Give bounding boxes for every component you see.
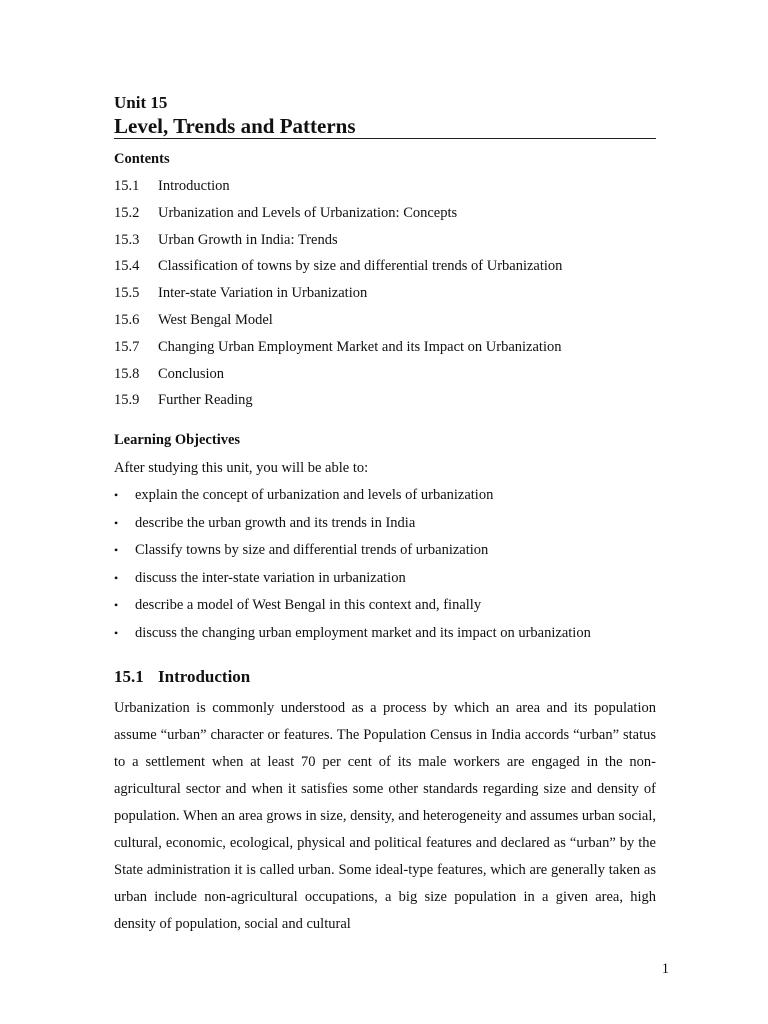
toc-item: [114, 311, 562, 338]
toc-item-number: 15.5: [114, 285, 140, 302]
contents-heading: Contents: [114, 151, 170, 167]
learning-objectives-heading: Learning Objectives: [114, 432, 241, 448]
unit-title: Level, Trends and Patterns: [114, 114, 356, 138]
section-heading: [114, 666, 250, 688]
objective-text: discuss the changing urban employment market and its impact on urbanization: [135, 624, 591, 641]
objective-text: Classify towns by size and differential trends of urbanization: [135, 542, 489, 559]
toc-item: [114, 391, 562, 418]
toc-item: [114, 284, 562, 311]
bullet-icon: •: [114, 625, 119, 640]
objective-item: [114, 486, 591, 514]
bullet-icon: •: [114, 515, 119, 530]
objective-item: [114, 541, 591, 569]
section-number: 15.1: [114, 667, 144, 686]
toc-item-number: 15.2: [114, 204, 140, 221]
toc-item: [114, 177, 562, 204]
toc-item-label: West Bengal Model: [158, 311, 273, 328]
objective-text: discuss the inter-state variation in urbanization: [135, 569, 406, 586]
toc-item: [114, 338, 562, 365]
toc-item-label: Introduction: [158, 178, 230, 194]
toc-item-label: Inter-state Variation in Urbanization: [158, 285, 368, 302]
toc-item-number: 15.7: [114, 338, 140, 355]
bullet-icon: •: [114, 598, 119, 613]
objective-item: [114, 624, 591, 652]
unit-label: Unit 15: [114, 93, 168, 112]
objective-text: explain the concept of urbanization and levels of urbanization: [135, 487, 494, 503]
toc-item-label: Changing Urban Employment Market and its Impact on Urbanization: [158, 338, 562, 355]
toc-item-number: 15.4: [114, 258, 140, 275]
bullet-icon: •: [114, 543, 119, 558]
learning-objectives-list: [114, 486, 591, 652]
toc-item-label: Urbanization and Levels of Urbanization: Concepts: [158, 204, 458, 221]
toc-item-number: 15.3: [114, 231, 140, 248]
toc-item: [114, 204, 562, 231]
toc-item-label: Conclusion: [158, 365, 225, 382]
objective-item: [114, 514, 591, 542]
toc-item-number: 15.6: [114, 311, 140, 328]
objective-item: [114, 596, 591, 624]
toc-item-label: Urban Growth in India: Trends: [158, 231, 338, 248]
page-number: 1: [661, 961, 669, 977]
toc-item: [114, 231, 562, 258]
toc-item-number: 15.9: [114, 392, 140, 409]
toc-item-number: 15.8: [114, 365, 140, 382]
toc-item-number: 15.1: [114, 178, 140, 194]
table-of-contents: [114, 177, 562, 418]
bullet-icon: •: [114, 488, 119, 502]
objective-text: describe the urban growth and its trends in India: [135, 514, 416, 531]
introduction-paragraph: Urbanization is commonly understood as a process by which an area and its population assume “urban” character or features. The Population Census in India accords “urban” status to a settlement when at least 70 per cent of its male workers are engaged in the non-agricultural sector and when it satisfies some other standards regarding size and density of population. When an area grows in size, density, and heterogeneity and assumes urban social, cultural, economic, ecological, physical and political features and declared as “urban” by the State administration it is called urban. Some ideal-type features, which are generally taken as urban include non-agricultural occupations, a big size population in a given area, high density of population, social and cultural: [114, 700, 656, 932]
section-title: Introduction: [158, 667, 251, 686]
objective-text: describe a model of West Bengal in this context and, finally: [135, 597, 482, 614]
toc-item-label: Classification of towns by size and differential trends of Urbanization: [158, 258, 563, 275]
toc-item-label: Further Reading: [158, 392, 253, 409]
learning-objectives-intro: After studying this unit, you will be able to:: [114, 460, 369, 476]
objective-item: [114, 569, 591, 597]
toc-item: [114, 365, 562, 392]
bullet-icon: •: [114, 570, 119, 585]
title-divider: [114, 138, 656, 139]
toc-item: [114, 257, 562, 284]
